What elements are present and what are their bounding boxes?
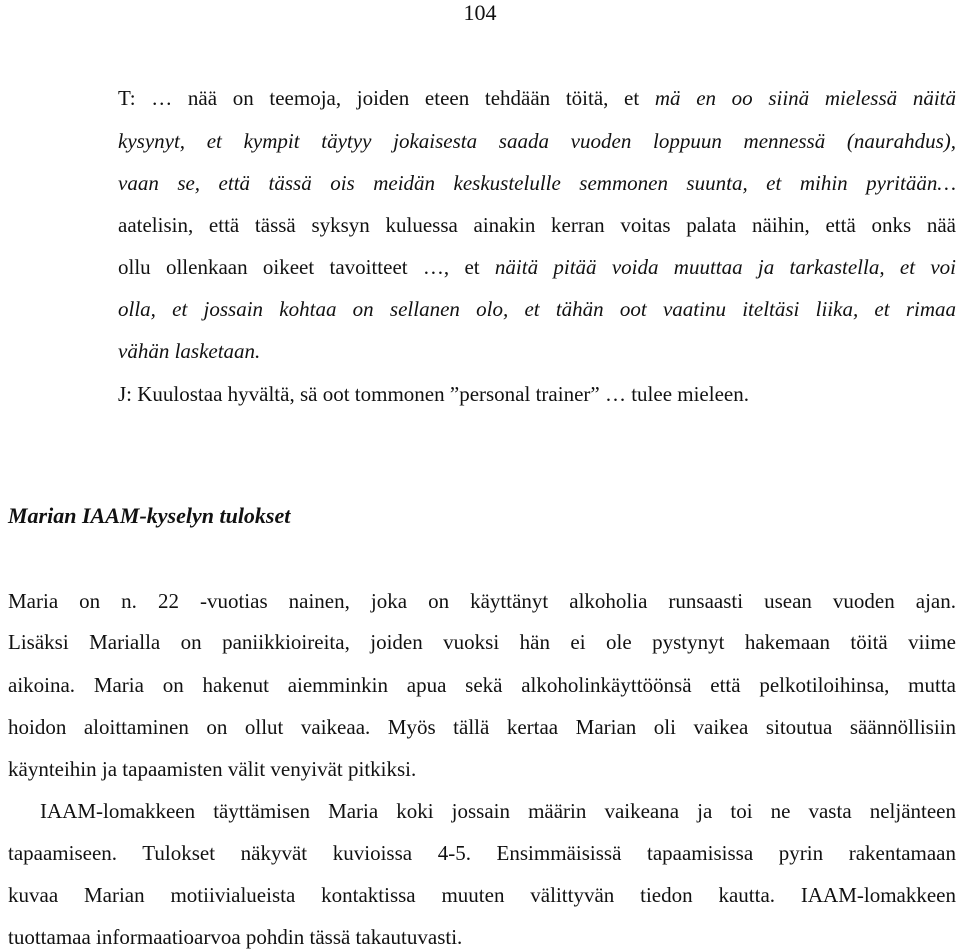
text-span: tuottamaa informaatioarvoa pohdin tässä takautuvasti. <box>8 925 463 949</box>
text-span: aatelisin, että tässä syksyn kuluessa ainakin kerran voitas palata näihin, että onks nää <box>118 213 956 237</box>
text-line <box>118 212 956 238</box>
emphasized-text: vähän lasketaan. <box>118 339 261 363</box>
text-line <box>40 798 956 824</box>
text-line <box>118 381 956 407</box>
text-span: kuvaa Marian motiivialueista kontaktissa muuten välittyvän tiedon kautta. IAAM-lomakkeen <box>8 883 956 907</box>
text-span: aikoina. Maria on hakenut aiemminkin apua sekä alkoholinkäyttöönsä että pelkotiloihinsa, mutta <box>8 673 956 697</box>
text-line <box>118 128 956 154</box>
text-line <box>118 254 956 280</box>
text-line <box>8 756 956 782</box>
text-line <box>118 296 956 322</box>
emphasized-text: mä en oo siinä mielessä näitä <box>654 86 956 110</box>
text-span: hoidon aloittaminen on ollut vaikeaa. Myös tällä kertaa Marian oli vaikea sitoutua säännöllisiin <box>8 715 956 739</box>
text-line <box>8 714 956 740</box>
interviewer-text: J: Kuulostaa hyvältä, sä oot tommonen ”personal trainer” … tulee mieleen. <box>118 382 749 406</box>
emphasized-text: kysynyt, et kympit täytyy jokaisesta saada vuoden loppuun mennessä (naurahdus), <box>118 129 956 153</box>
text-line <box>8 882 956 908</box>
text-span: tapaamiseen. Tulokset näkyvät kuvioissa 4-5. Ensimmäisissä tapaamisissa pyrin rakentamaan <box>8 841 956 865</box>
text-line <box>8 629 956 655</box>
emphasized-text: olla, et jossain kohtaa on sellanen olo, et tähän oot vaatinu iteltäsi liika, et rimaa <box>118 297 956 321</box>
page-number: 104 <box>463 0 497 25</box>
section-heading: Marian IAAM-kyselyn tulokset <box>8 503 291 528</box>
text-line <box>8 924 956 950</box>
speaker-text: T: … nää on teemoja, joiden eteen tehdään töitä, et <box>118 86 655 110</box>
text-span: IAAM-lomakkeen täyttämisen Maria koki jossain määrin vaikeana ja toi ne vasta neljänteen <box>40 799 956 823</box>
text-line <box>118 85 956 111</box>
text-line <box>8 672 956 698</box>
text-line <box>8 840 956 866</box>
text-line <box>118 170 956 196</box>
emphasized-text: näitä pitää voida muuttaa ja tarkastella, et voi <box>494 255 956 279</box>
text-span: käynteihin ja tapaamisten välit venyivät pitkiksi. <box>8 757 417 781</box>
text-span: Maria on n. 22 -vuotias nainen, joka on käyttänyt alkoholia runsaasti usean vuoden ajan. <box>8 589 956 613</box>
text-line <box>118 338 956 364</box>
emphasized-text: vaan se, että tässä ois meidän keskustelulle semmonen suunta, et mihin pyritään… <box>118 171 956 195</box>
text-line <box>8 588 956 614</box>
text-span: ollu ollenkaan oikeet tavoitteet …, et <box>118 255 495 279</box>
text-span: Lisäksi Marialla on paniikkioireita, joiden vuoksi hän ei ole pystynyt hakemaan töitä viime <box>8 630 956 654</box>
